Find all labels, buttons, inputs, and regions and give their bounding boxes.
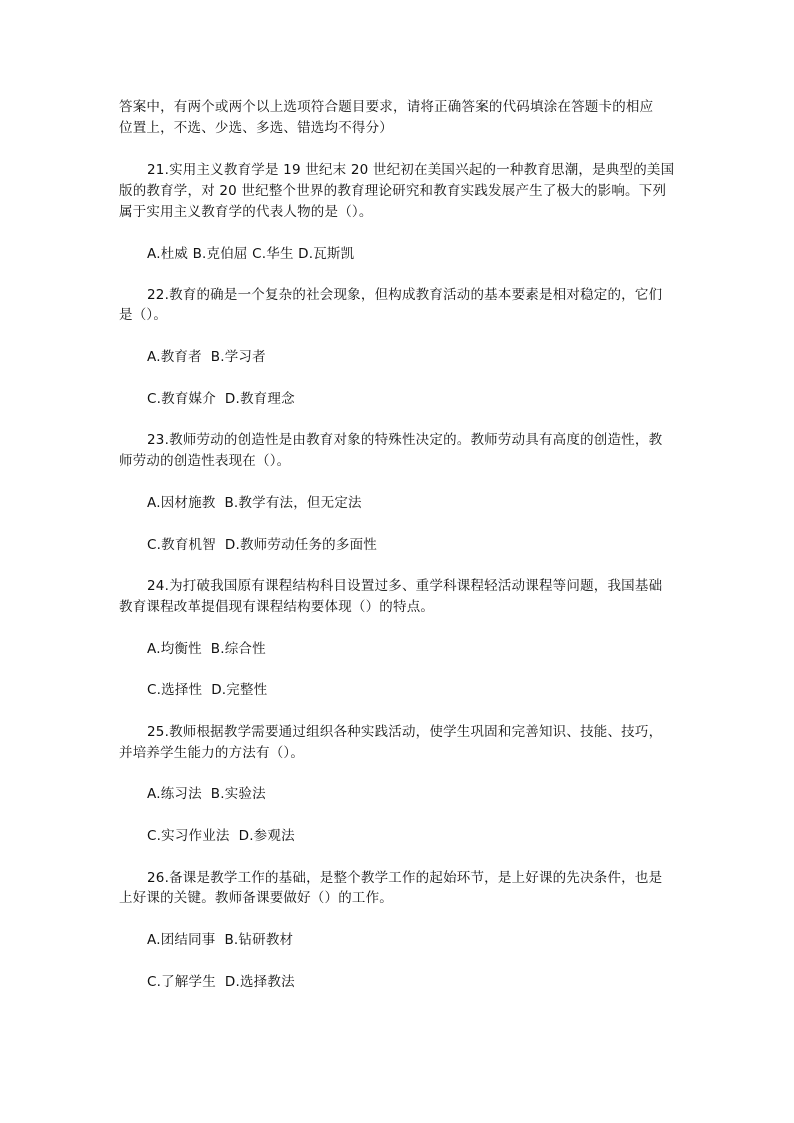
question-options-line: C.教育机智 D.教师劳动任务的多面性: [147, 537, 377, 553]
question-options-line: A.均衡性 B.综合性: [147, 641, 266, 657]
intro-line: 答案中，有两个或两个以上选项符合题目要求，请将正确答案的代码填涂在答题卡的相应: [119, 99, 654, 115]
question-stem-line: 上好课的关键。教师备课要做好（）的工作。: [119, 890, 393, 906]
question-stem-line: 师劳动的创造性表现在（）。: [119, 453, 291, 469]
question-stem-line: 26.备课是教学工作的基础，是整个教学工作的起始环节，是上好课的先决条件，也是: [147, 870, 663, 886]
question-options-line: C.教育媒介 D.教育理念: [147, 391, 295, 407]
question-stem-line: 版的教育学，对 20 世纪整个世界的教育理论研究和教育实践发展产生了极大的影响。下列: [119, 183, 667, 199]
question-options-line: C.选择性 D.完整性: [147, 682, 268, 698]
question-stem-line: 教育课程改革提倡现有课程结构要体现（）的特点。: [119, 599, 435, 615]
question-options-line: A.因材施教 B.教学有法，但无定法: [147, 495, 362, 511]
question-stem-line: 21.实用主义教育学是 19 世纪末 20 世纪初在美国兴起的一种教育思潮，是典型的美国: [147, 162, 675, 178]
question-stem-line: 25.教师根据教学需要通过组织各种实践活动，使学生巩固和完善知识、技能、技巧，: [147, 724, 663, 740]
question-stem-line: 是（）。: [119, 307, 168, 323]
question-stem-line: 并培养学生能力的方法有（）。: [119, 745, 305, 761]
question-options-line: C.实习作业法 D.参观法: [147, 828, 295, 844]
intro-line: 位置上，不选、少选、多选、错选均不得分）: [119, 120, 393, 136]
question-options-line: A.教育者 B.学习者: [147, 349, 266, 365]
question-stem-line: 24.为打破我国原有课程结构科目设置过多、重学科课程轻活动课程等问题，我国基础: [147, 578, 663, 594]
question-stem-line: 属于实用主义教育学的代表人物的是（）。: [119, 204, 373, 220]
question-options-line: A.团结同事 B.钻研教材: [147, 932, 294, 948]
question-options-line: A.练习法 B.实验法: [147, 786, 266, 802]
question-options-line: A.杜威 B.克伯屈 C.华生 D.瓦斯凯: [147, 246, 355, 262]
question-stem-line: 22.教育的确是一个复杂的社会现象，但构成教育活动的基本要素是相对稳定的，它们: [147, 287, 663, 303]
question-options-line: C.了解学生 D.选择教法: [147, 974, 295, 990]
question-stem-line: 23.教师劳动的创造性是由教育对象的特殊性决定的。教师劳动具有高度的创造性，教: [147, 432, 663, 448]
